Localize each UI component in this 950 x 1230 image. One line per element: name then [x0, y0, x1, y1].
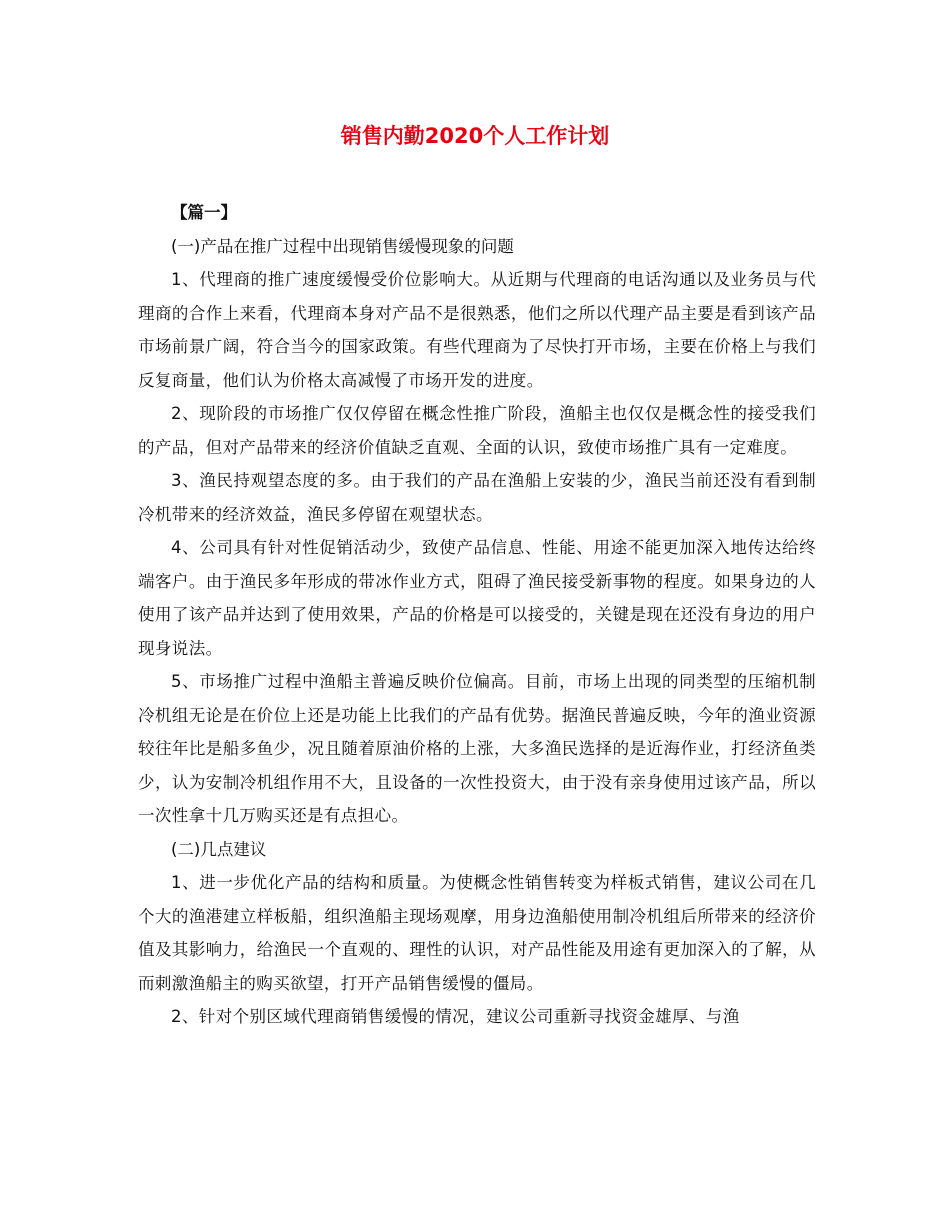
paragraph: 1、进一步优化产品的结构和质量。为使概念性销售转变为样板式销售，建议公司在几个大的渔港建立样板船，组织渔船主现场观摩，用身边渔船使用制冷机组后所带来的经济价值及其影响力，给渔民一个直观的、理性的认识，对产品性能及用途有更加深入的了解，从而刺激渔船主的购买欲望，打开产品销售缓慢的僵局。 — [138, 873, 816, 993]
section-heading-1: (一)产品在推广过程中出现销售缓慢现象的问题 — [171, 236, 514, 256]
paragraph: 1、代理商的推广速度缓慢受价位影响大。从近期与代理商的电话沟通以及业务员与代理商的合作上来看，代理商本身对产品不是很熟悉，他们之所以代理产品主要是看到该产品市场前景广阔，符合当今的国家政策。有些代理商为了尽快打开市场，主要在价格上与我们反复商量，他们认为价格太高减慢了市场开发的进度。 — [138, 270, 816, 390]
paragraph: 4、公司具有针对性促销活动少，致使产品信息、性能、用途不能更加深入地传达给终端客户。由于渔民多年形成的带冰作业方式，阻碍了渔民接受新事物的程度。如果身边的人使用了该产品并达到了使用效果，产品的价格是可以接受的，关键是现在还没有身边的用户现身说法。 — [138, 538, 816, 658]
document-body — [138, 196, 816, 1034]
part-label: 【篇一】 — [171, 203, 237, 222]
paragraph: 2、针对个别区域代理商销售缓慢的情况，建议公司重新寻找资金雄厚、与渔 — [171, 1007, 740, 1026]
document-title: 销售内勤2020个人工作计划 — [340, 124, 610, 148]
paragraph: 2、现阶段的市场推广仅仅停留在概念性推广阶段，渔船主也仅仅是概念性的接受我们的产品，但对产品带来的经济价值缺乏直观、全面的认识，致使市场推广具有一定难度。 — [138, 404, 816, 457]
section-heading-2: (二)几点建议 — [171, 839, 267, 859]
paragraph: 3、渔民持观望态度的多。由于我们的产品在渔船上安装的少，渔民当前还没有看到制冷机带来的经济效益，渔民多停留在观望状态。 — [138, 471, 816, 524]
paragraph: 5、市场推广过程中渔船主普遍反映价位偏高。目前，市场上出现的同类型的压缩机制冷机组无论是在价位上还是功能上比我们的产品有优势。据渔民普遍反映，今年的渔业资源较往年比是船多鱼少，况且随着原油价格的上涨，大多渔民选择的是近海作业，打经济鱼类少，认为安制冷机组作用不大，且设备的一次性投资大，由于没有亲身使用过该产品，所以一次性拿十几万购买还是有点担心。 — [138, 672, 816, 825]
